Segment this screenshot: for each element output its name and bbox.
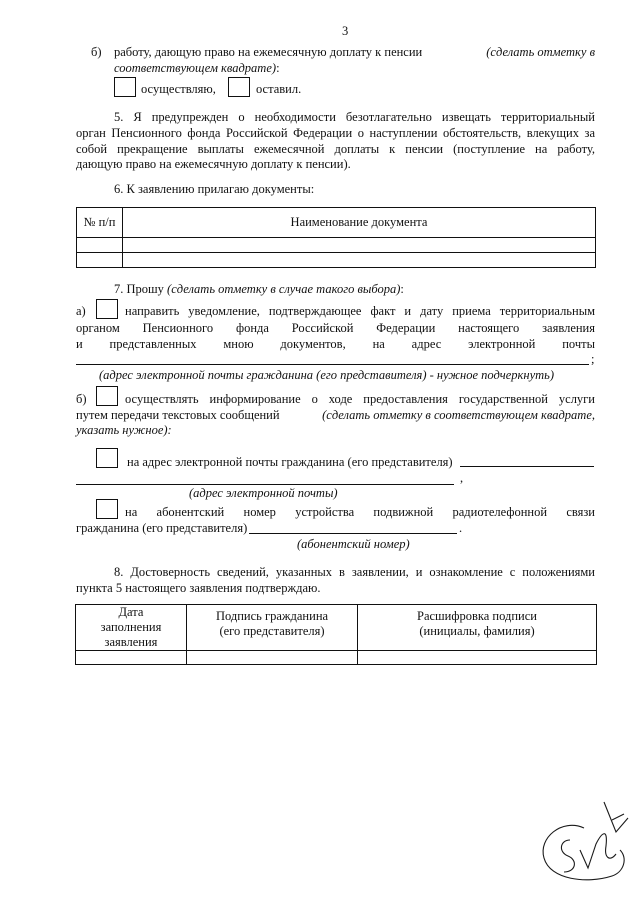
signature-col-date <box>76 605 187 651</box>
section7-a-line2: органом Пенсионного фонда Российской Федерации настоящего заявления <box>76 321 595 335</box>
sms-email-label: на адрес электронной почты гражданина (его представителя) <box>127 455 453 469</box>
item-b-hint-1: (сделать отметку в <box>486 45 595 59</box>
section7-b-prefix: б) <box>76 392 87 406</box>
notify-email-input-line[interactable] <box>76 364 589 365</box>
sms-phone-line1: на абонентский номер устройства подвижной радиотелефонной связи <box>125 505 595 519</box>
signature-col-sign-1: Подпись гражданина <box>215 609 329 623</box>
inform-checkbox[interactable] <box>96 386 118 406</box>
signature-date-cell[interactable] <box>76 651 187 665</box>
section7-a-line1: направить уведомление, подтверждающее факт и дату приема территориальным <box>125 304 595 318</box>
sms-phone-input-line[interactable] <box>249 533 457 534</box>
section5-line2: орган Пенсионного фонда Российской Федерации о наступлении обстоятельств, влекущих за <box>76 126 595 140</box>
item-b-line2 <box>114 61 280 76</box>
section7-a-prefix: а) <box>76 304 86 318</box>
section7-b-line2-hint: (сделать отметку в соответствующем квадрате, <box>322 408 595 422</box>
section7-b-line2 <box>76 408 595 423</box>
documents-col-num: № п/п <box>77 208 123 238</box>
sms-email-checkbox[interactable] <box>96 448 118 468</box>
signature-sign-cell[interactable] <box>187 651 358 665</box>
section7-title-colon: : <box>400 282 404 296</box>
sms-phone-line2: гражданина (его представителя) <box>76 521 248 535</box>
section7-title <box>114 282 404 297</box>
signature-col-date-1: Дата <box>118 605 144 619</box>
sms-email-input-line-2[interactable] <box>76 484 454 485</box>
signature-col-date-3: заявления <box>104 635 158 649</box>
signature-col-date-2: заполнения <box>100 620 162 634</box>
section5-line1: 5. Я предупрежден о необходимости безотлагательно извещать территориальный <box>114 110 595 124</box>
documents-cell[interactable] <box>77 253 123 268</box>
sms-phone-caption: (абонентский номер) <box>297 537 410 551</box>
signature-col-sign <box>187 605 358 651</box>
section8-line1: 8. Достоверность сведений, указанных в заявлении, и ознакомление с положениями <box>114 565 595 579</box>
handwritten-signature-icon <box>532 788 632 888</box>
signature-col-name-2: (инициалы, фамилия) <box>419 624 535 638</box>
section7-a-line3: и представленных мною документов, на адрес электронной почты <box>76 337 595 351</box>
signature-col-name <box>358 605 597 651</box>
work-ongoing-label: осуществляю, <box>141 82 216 96</box>
page-number: 3 <box>342 24 349 38</box>
section7-b-line1: осуществлять информирование о ходе предоставления государственной услуги <box>125 392 595 406</box>
documents-table <box>76 207 596 268</box>
section5-line4: дающую право на ежемесячную доплату к пенсии). <box>76 157 351 171</box>
signature-table <box>75 604 597 665</box>
section7-b-line3: указать нужное): <box>76 423 172 437</box>
work-ongoing-checkbox[interactable] <box>114 77 136 97</box>
item-b-prefix: б) <box>91 45 102 59</box>
notify-email-checkbox[interactable] <box>96 299 118 319</box>
section7-a-semicolon: ; <box>591 352 595 366</box>
sms-email-comma: , <box>460 471 464 485</box>
section7-title-hint: (сделать отметку в случае такого выбора) <box>167 282 401 296</box>
item-b-colon: : <box>276 61 280 75</box>
item-b-line1 <box>114 45 595 60</box>
section6-title: 6. К заявлению прилагаю документы: <box>114 182 315 196</box>
section7-title-plain: 7. Прошу <box>114 282 164 296</box>
signature-name-cell[interactable] <box>358 651 597 665</box>
signature-col-name-1: Расшифровка подписи <box>417 609 537 623</box>
section7-b-line2-plain: путем передачи текстовых сообщений <box>76 408 280 422</box>
section7-a-caption: (адрес электронной почты гражданина (его представителя) - нужное подчеркнуть) <box>99 368 555 382</box>
sms-email-input-line-1[interactable] <box>460 466 594 467</box>
documents-cell[interactable] <box>123 238 596 253</box>
documents-cell[interactable] <box>77 238 123 253</box>
section8-line2: пункта 5 настоящего заявления подтверждаю. <box>76 581 321 595</box>
signature-col-sign-2: (его представителя) <box>219 624 325 638</box>
sms-phone-checkbox[interactable] <box>96 499 118 519</box>
work-left-label: оставил. <box>256 82 302 96</box>
sms-phone-dot: . <box>459 521 463 535</box>
item-b-hint-2: соответствующем квадрате) <box>114 61 277 75</box>
documents-cell[interactable] <box>123 253 596 268</box>
documents-col-name: Наименование документа <box>123 208 596 238</box>
work-left-checkbox[interactable] <box>228 77 250 97</box>
section5-line3: собой прекращение выплаты ежемесячной доплаты к пенсии (поступление на работу, <box>76 142 595 156</box>
item-b-text: работу, дающую право на ежемесячную доплату к пенсии <box>114 45 423 59</box>
sms-email-caption: (адрес электронной почты) <box>189 486 338 500</box>
